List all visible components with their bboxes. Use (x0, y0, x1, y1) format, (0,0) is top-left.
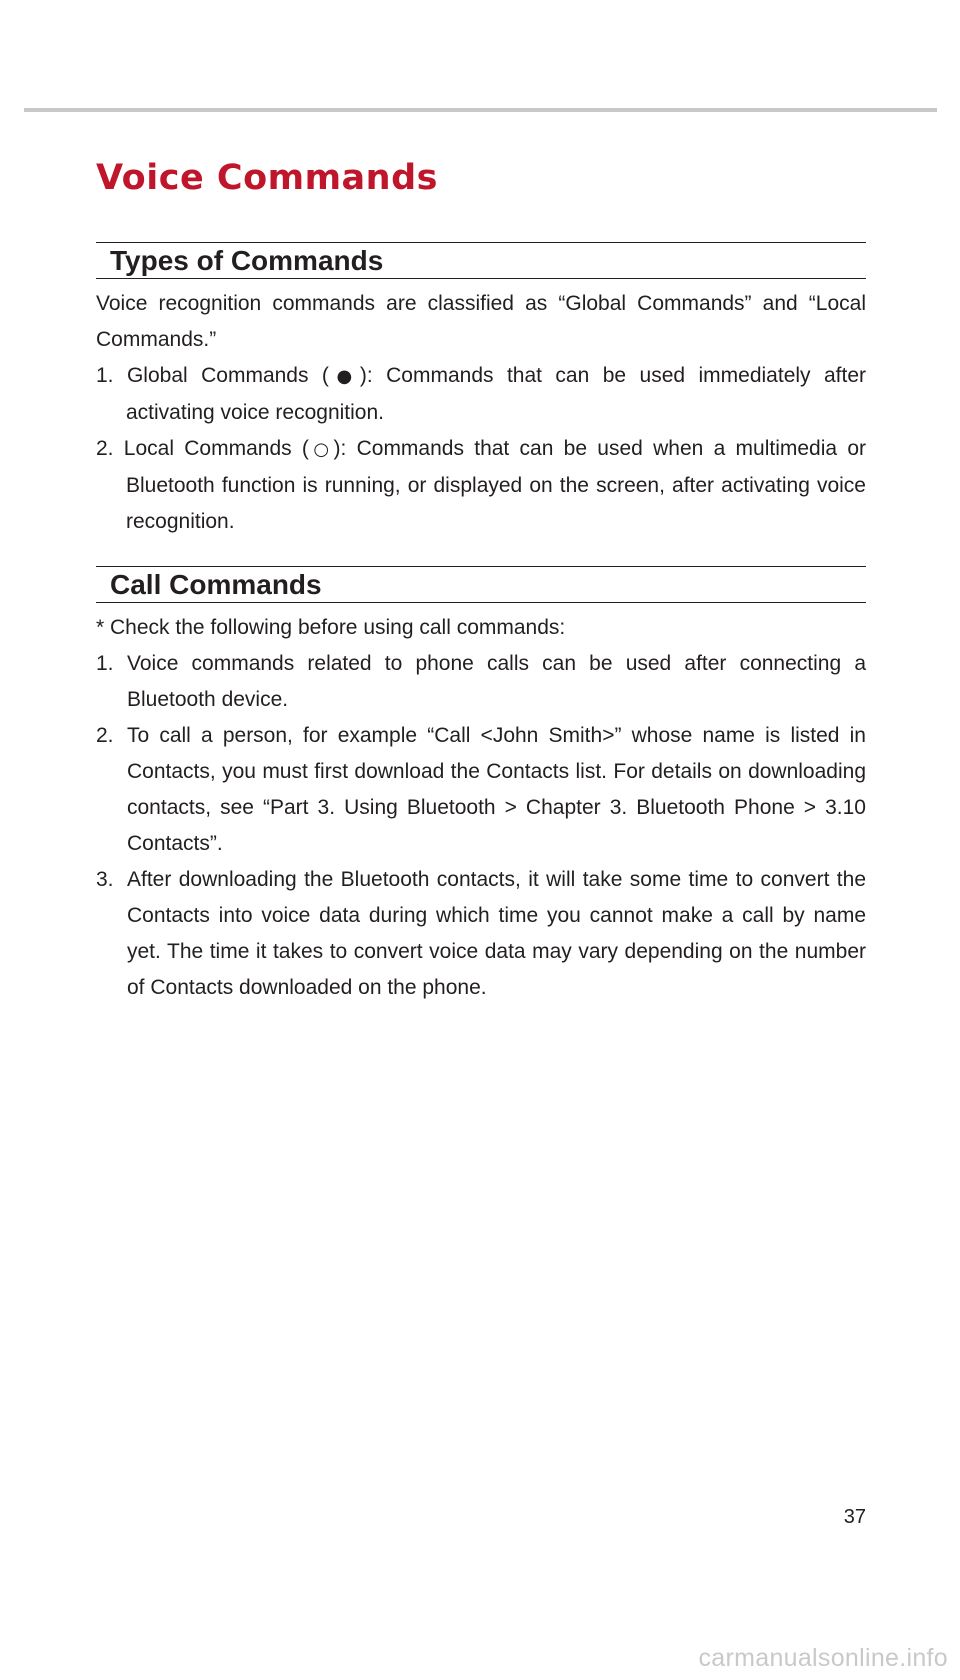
header-rule (24, 108, 937, 112)
list-item-number: 1. (96, 652, 114, 675)
page-number: 37 (843, 1506, 866, 1528)
list-item-text: ): Commands that can be used when a multimedia or Bluetooth function is running, or displayed on the screen, after activating voice recognition. (126, 437, 867, 533)
list-item-number: 2. (96, 724, 114, 747)
watermark: carmanualsonline.info (698, 1644, 948, 1672)
list-item (96, 431, 866, 540)
list-item-number: 3. (96, 868, 114, 891)
command-types-list (96, 358, 866, 540)
types-intro: Voice recognition commands are classified as “Global Commands” and “Local Commands.” (96, 292, 866, 351)
list-item-label: Global Commands ( (126, 364, 329, 387)
list-item (96, 862, 866, 1006)
call-note: * Check the following before using call commands: (96, 616, 566, 639)
list-item (96, 718, 866, 862)
section-heading-types: Types of Commands (96, 242, 866, 279)
list-item-text: ): Commands that can be used immediately after activating voice recognition. (126, 364, 866, 424)
open-circle-icon: ○ (308, 439, 334, 460)
section-heading-call: Call Commands (96, 566, 866, 603)
list-item-text: To call a person, for example “Call <John Smith>” whose name is listed in Contacts, you must first download the Contacts list. For details on downloading contacts, see “Part 3. Using Bluetooth > Chapter 3. Bluetooth Phone > 3.10 Contacts”. (127, 724, 866, 855)
list-item (96, 646, 866, 718)
page-title: Voice Commands (96, 158, 438, 198)
list-item-number: 1. (96, 364, 114, 387)
list-item-number: 2. (96, 437, 114, 460)
page-content (96, 242, 866, 1006)
list-item-text: After downloading the Bluetooth contacts, it will take some time to convert the Contacts into voice data during which time you cannot make a call by name yet. The time it takes to convert voice data may vary depending on the number of Contacts downloaded on the phone. (127, 868, 866, 999)
filled-circle-icon: ● (328, 366, 360, 387)
list-item-text: Voice commands related to phone calls can be used after connecting a Bluetooth device. (127, 652, 866, 711)
call-commands-list (96, 646, 866, 1006)
list-item (96, 358, 866, 431)
list-item-label: Local Commands ( (123, 437, 309, 460)
